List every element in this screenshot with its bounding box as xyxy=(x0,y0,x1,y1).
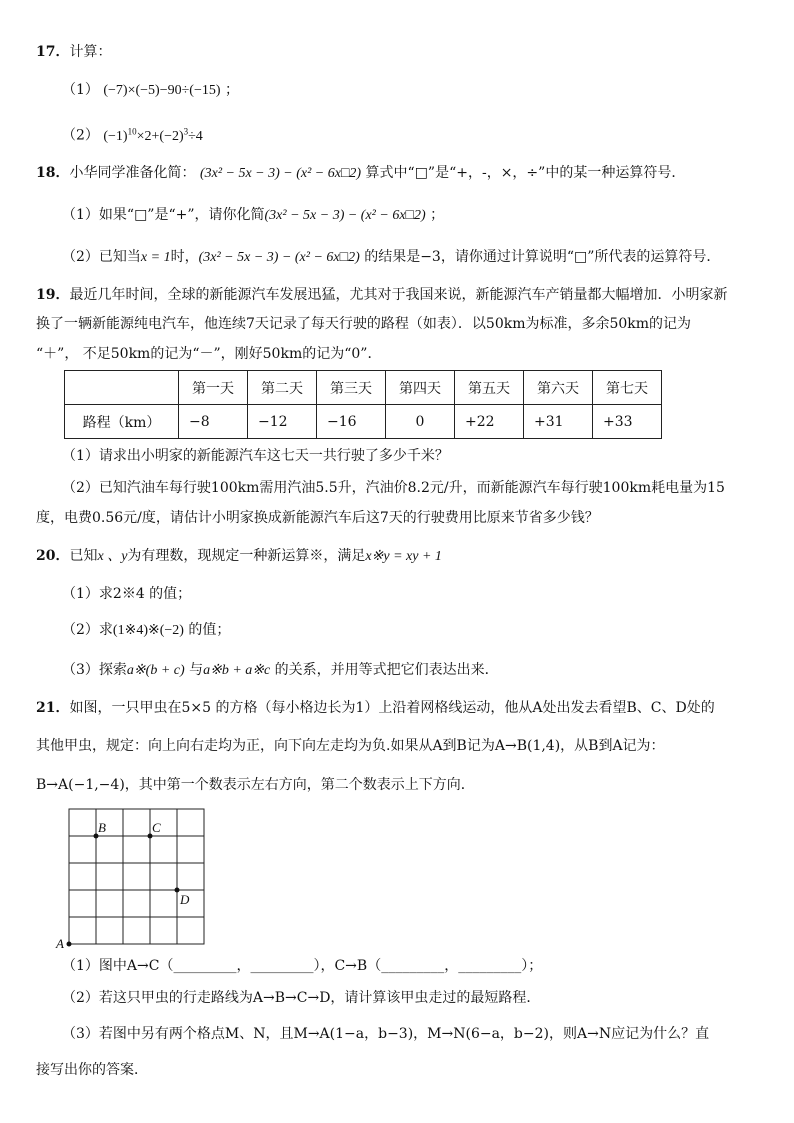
q18-part1-expression: (3x² − 5x − 3) − (x² − 6x□2) xyxy=(264,208,426,223)
table-cell: −12 xyxy=(248,405,317,439)
q19-number: 19． xyxy=(36,287,70,303)
grid-lines xyxy=(69,809,204,944)
q18-intro-tail: 算式中“□”是“+，-，×，÷”中的某一种运算符号． xyxy=(365,165,686,181)
table-header-cell: 第三天 xyxy=(317,371,386,405)
point-a-dot xyxy=(67,942,72,947)
q20-intro-b: 为有理数，现规定一种新运算※，满足 xyxy=(127,548,366,564)
q19-line1 xyxy=(36,285,727,305)
q21-part1: （1）图中A→C（_________，_________），C→B（_________，_________）； xyxy=(62,958,543,974)
table-cell: −16 xyxy=(317,405,386,439)
q19-line3: “＋”， 不足50km的记为“－”，刚好50km的记为“0”． xyxy=(36,346,382,362)
q18-intro xyxy=(36,163,685,184)
q21-line3: B→A(−1,−4)，其中第一个数表示左右方向，第二个数表示上下方向． xyxy=(36,777,475,793)
q18-part2-text-b: 时， xyxy=(170,249,199,265)
q18-part2-expression: (3x² − 5x − 3) − (x² − 6x□2) xyxy=(198,250,360,265)
q20-number: 20． xyxy=(36,548,70,564)
q17-part2-label: （2） xyxy=(62,127,99,144)
q18-part1-text: 如果“□”是“+”，请你化简 xyxy=(98,207,265,223)
q20-part1: （1）求2※4 的值； xyxy=(62,586,192,602)
q17-heading xyxy=(36,42,111,62)
table-row-label: 路程（km） xyxy=(65,405,179,439)
q17-part2-base-a: (−1) xyxy=(103,128,128,144)
q17-part2-expression xyxy=(103,126,203,144)
table-header-cell: 第一天 xyxy=(179,371,248,405)
q20-part3-tail: 的关系，并用等式把它们表达出来． xyxy=(274,662,499,678)
q17-part2-base-b: ×2+(−2) xyxy=(136,128,184,144)
q18-part2 xyxy=(62,247,720,268)
q17-part1-tail: ； xyxy=(224,82,239,98)
q20-part2-expression: (1※4)※(−2) xyxy=(112,623,184,638)
point-a-label: A xyxy=(56,936,64,951)
q19-text-line1: 最近几年时间，全球的新能源汽车发展迅猛，尤其对于我国来说，新能源汽车产销量都大幅增加．小明家新 xyxy=(69,287,728,303)
q18-main-expression: (3x² − 5x − 3) − (x² − 6x□2) xyxy=(199,166,362,181)
table-header-cell: 第四天 xyxy=(386,371,455,405)
q18-part1-tail: ； xyxy=(430,207,445,223)
table-header-cell xyxy=(65,371,179,405)
q20-part2 xyxy=(62,620,230,641)
table-cell: +33 xyxy=(593,405,662,439)
q17-number: 17． xyxy=(36,44,70,60)
q20-part2-tail: 的值； xyxy=(188,622,231,638)
q18-part1 xyxy=(62,205,444,226)
q21-line2: 其他甲虫，规定：向上向右走均为正，向下向左走均为负.如果从A到B记为A→B(1,4)，从B到A记为： xyxy=(36,738,665,754)
q20-part3 xyxy=(62,660,499,681)
q21-line1 xyxy=(36,698,715,718)
q18-part2-text-c: 的结果是−3，请你通过计算说明“□”所代表的运算符号． xyxy=(364,249,721,265)
q17-part2-tail-expr: ÷4 xyxy=(188,128,203,144)
q20-intro-a: 已知 xyxy=(69,548,98,564)
q17-part1 xyxy=(62,80,239,101)
q17-part2-exponent-b: 3 xyxy=(183,126,189,136)
q17-part1-expression: (−7)×(−5)−90÷(−15) xyxy=(103,83,221,98)
q20-part3-expression2: a※b + a※c xyxy=(203,663,271,678)
q18-part2-text-a: 已知当 xyxy=(98,249,141,265)
q18-intro-text: 小华同学准备化简： xyxy=(69,165,196,181)
q19-part2-line2: 度，电费0.56元/度，请估计小明家换成新能源汽车后这7天的行驶费用比原来节省多少钱？ xyxy=(36,510,599,526)
point-d-dot xyxy=(175,888,180,893)
mileage-table xyxy=(64,370,662,439)
point-d-label: D xyxy=(180,892,190,907)
q20-part2-label: （2）求 xyxy=(62,622,113,638)
q18-part1-label: （1） xyxy=(62,207,99,223)
q21-part3-line2: 接写出你的答案． xyxy=(36,1062,148,1078)
q21-text-line1: 如图，一只甲虫在5×5 的方格（每小格边长为1）上沿着网格线运动，他从A处出发去看望B、C、D处的 xyxy=(69,700,715,716)
table-header-cell: 第五天 xyxy=(455,371,524,405)
q19-part2-line1: （2）已知汽油车每行驶100km需用汽油5.5升，汽油价8.2元/升，而新能源汽车每行驶100km耗电量为15 xyxy=(62,480,725,496)
q20-part3-label: （3）探索 xyxy=(62,662,127,678)
table-cell: 0 xyxy=(386,405,455,439)
table-row xyxy=(65,405,662,439)
q18-part2-label: （2） xyxy=(62,249,99,265)
table-header-cell: 第二天 xyxy=(248,371,317,405)
point-b-label: B xyxy=(98,820,106,835)
q17-part2-exponent-a: 10 xyxy=(127,126,137,136)
q18-part2-condition: x = 1 xyxy=(140,250,171,265)
q17-title: 计算： xyxy=(69,44,112,60)
q20-part3-connector: 与 xyxy=(189,662,204,678)
q20-rule: x※y = xy + 1 xyxy=(365,549,442,564)
point-c-label: C xyxy=(152,820,161,835)
table-header-cell: 第六天 xyxy=(524,371,593,405)
q20-intro xyxy=(36,546,442,567)
q21-part3-line1: （3）若图中另有两个格点M、N，且M→A(1−a，b−3)，M→N(6−a，b−2)，则A→N应记为什么？直 xyxy=(62,1026,710,1042)
q18-number: 18． xyxy=(36,165,70,181)
grid-diagram xyxy=(52,808,222,953)
table-header-cell: 第七天 xyxy=(593,371,662,405)
q20-variables: x 、y xyxy=(97,549,128,564)
table-header-row xyxy=(65,371,662,405)
table-cell: −8 xyxy=(179,405,248,439)
q19-part1: （1）请求出小明家的新能源汽车这七天一共行驶了多少千米？ xyxy=(62,448,449,464)
q17-part1-label: （1） xyxy=(62,82,99,98)
q17-part2 xyxy=(62,121,203,147)
q21-number: 21． xyxy=(36,700,70,716)
q20-part3-expression1: a※(b + c) xyxy=(126,663,185,678)
table-cell: +31 xyxy=(524,405,593,439)
q19-line2: 换了一辆新能源纯电汽车，他连续7天记录了每天行驶的路程（如表）．以50km为标准，多余50km的记为 xyxy=(36,316,692,332)
q21-part2: （2）若这只甲虫的行走路线为A→B→C→D，请计算该甲虫走过的最短路程． xyxy=(62,990,541,1006)
beetle-grid-figure xyxy=(52,808,222,957)
table-cell: +22 xyxy=(455,405,524,439)
